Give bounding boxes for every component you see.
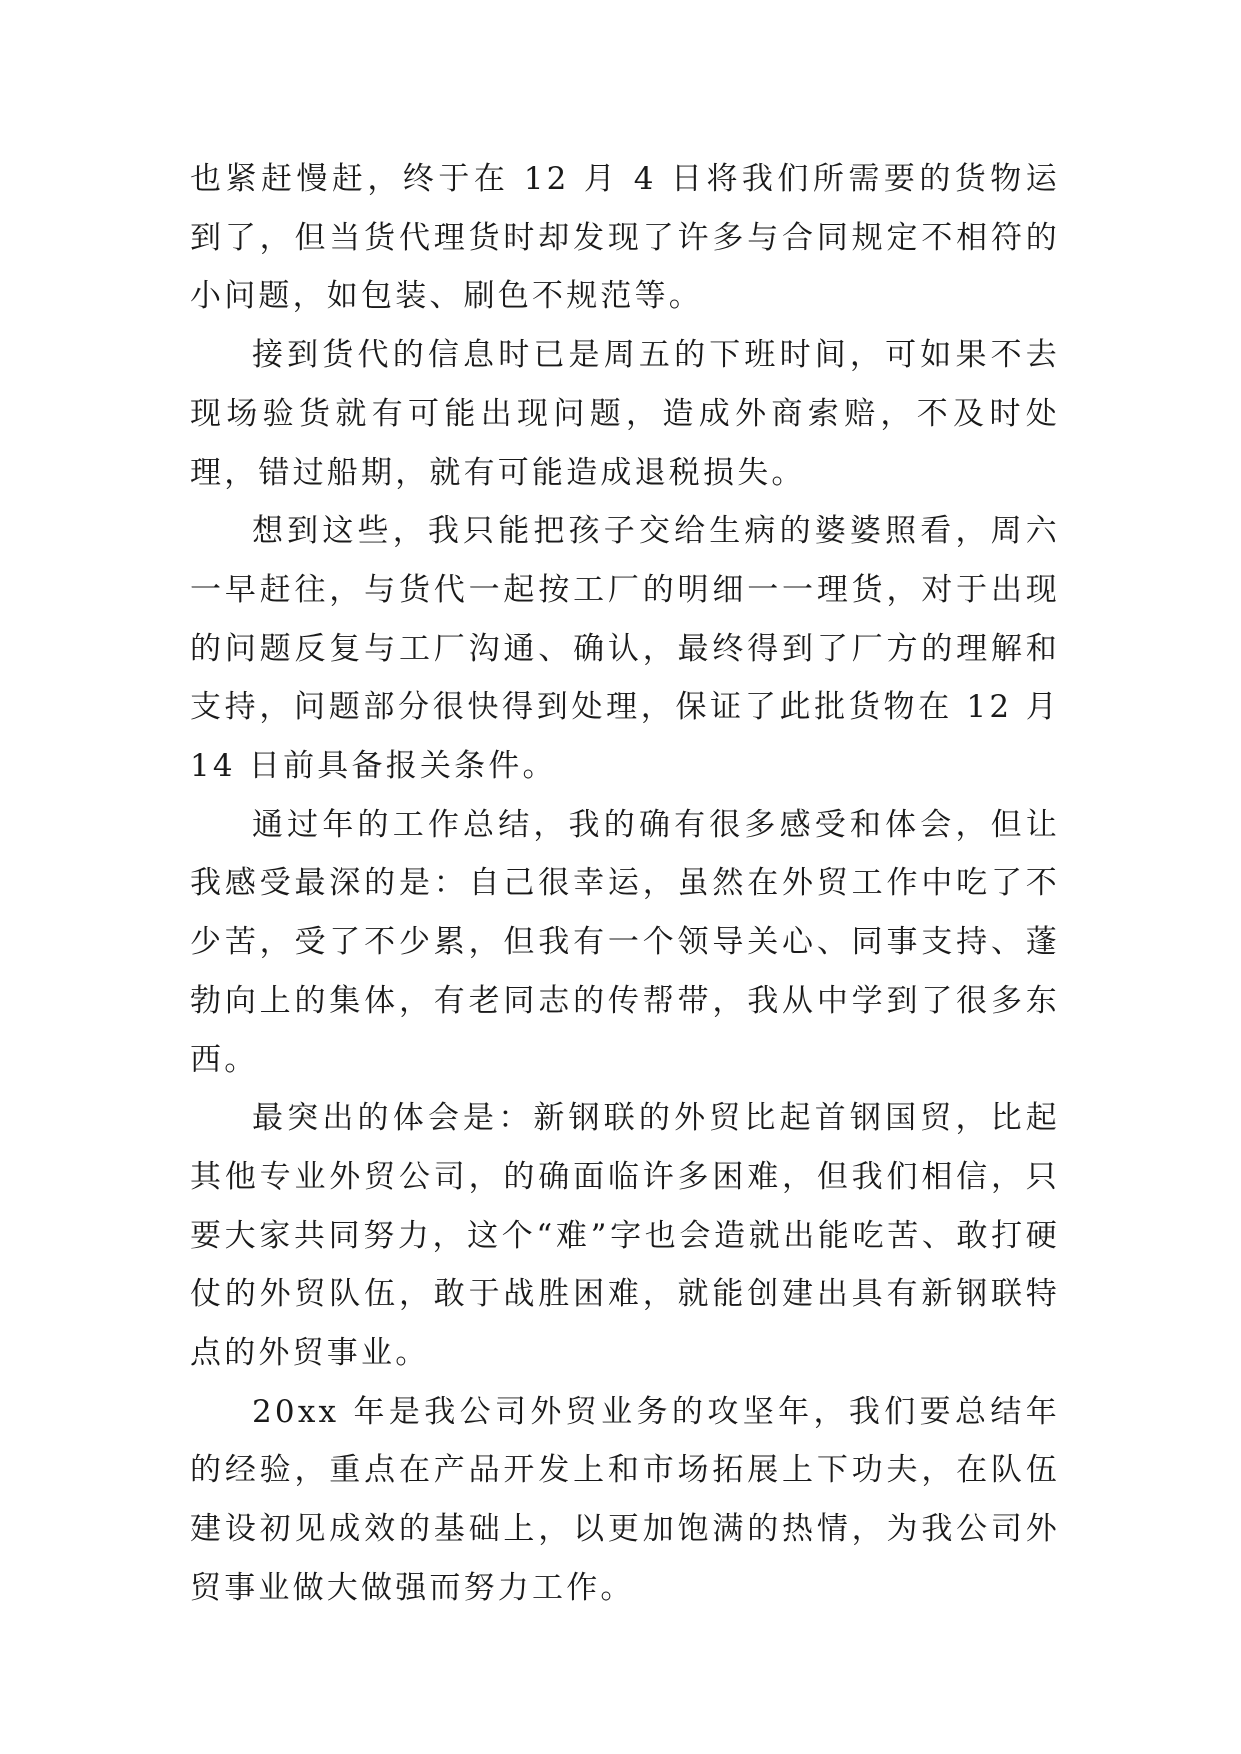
- paragraph: 想到这些，我只能把孩子交给生病的婆婆照看，周六一早赶往，与货代一起按工厂的明细一一理货，对于出现的问题反复与工厂沟通、确认，最终得到了厂方的理解和支持，问题部分很快得到处理，保证了此批货物在 12 月 14 日前具备报关条件。: [190, 513, 1060, 785]
- paragraph: 通过年的工作总结，我的确有很多感受和体会，但让我感受最深的是：自己很幸运，虽然在外贸工作中吃了不少苦，受了不少累，但我有一个领导关心、同事支持、蓬勃向上的集体，有老同志的传帮带，我从中学到了很多东西。: [190, 806, 1060, 1078]
- paragraph: 接到货代的信息时已是周五的下班时间，可如果不去现场验货就有可能出现问题，造成外商索赔，不及时处理，错过船期，就有可能造成退税损失。: [190, 337, 1060, 491]
- paragraph: 20xx 年是我公司外贸业务的攻坚年，我们要总结年的经验，重点在产品开发上和市场拓展上下功夫，在队伍建设初见成效的基础上，以更加饱满的热情，为我公司外贸事业做大做强而努力工作。: [190, 1393, 1060, 1606]
- paragraph: 最突出的体会是：新钢联的外贸比起首钢国贸，比起其他专业外贸公司，的确面临许多困难，但我们相信，只要大家共同努力，这个“难”字也会造就出能吃苦、敢打硬仗的外贸队伍，敢于战胜困难，就能创建出具有新钢联特点的外贸事业。: [190, 1100, 1060, 1372]
- paragraph-continued: 也紧赶慢赶，终于在 12 月 4 日将我们所需要的货物运到了，但当货代理货时却发现了许多与合同规定不相符的小问题，如包装、刷色不规范等。: [190, 161, 1060, 315]
- document-body: [190, 150, 1060, 1618]
